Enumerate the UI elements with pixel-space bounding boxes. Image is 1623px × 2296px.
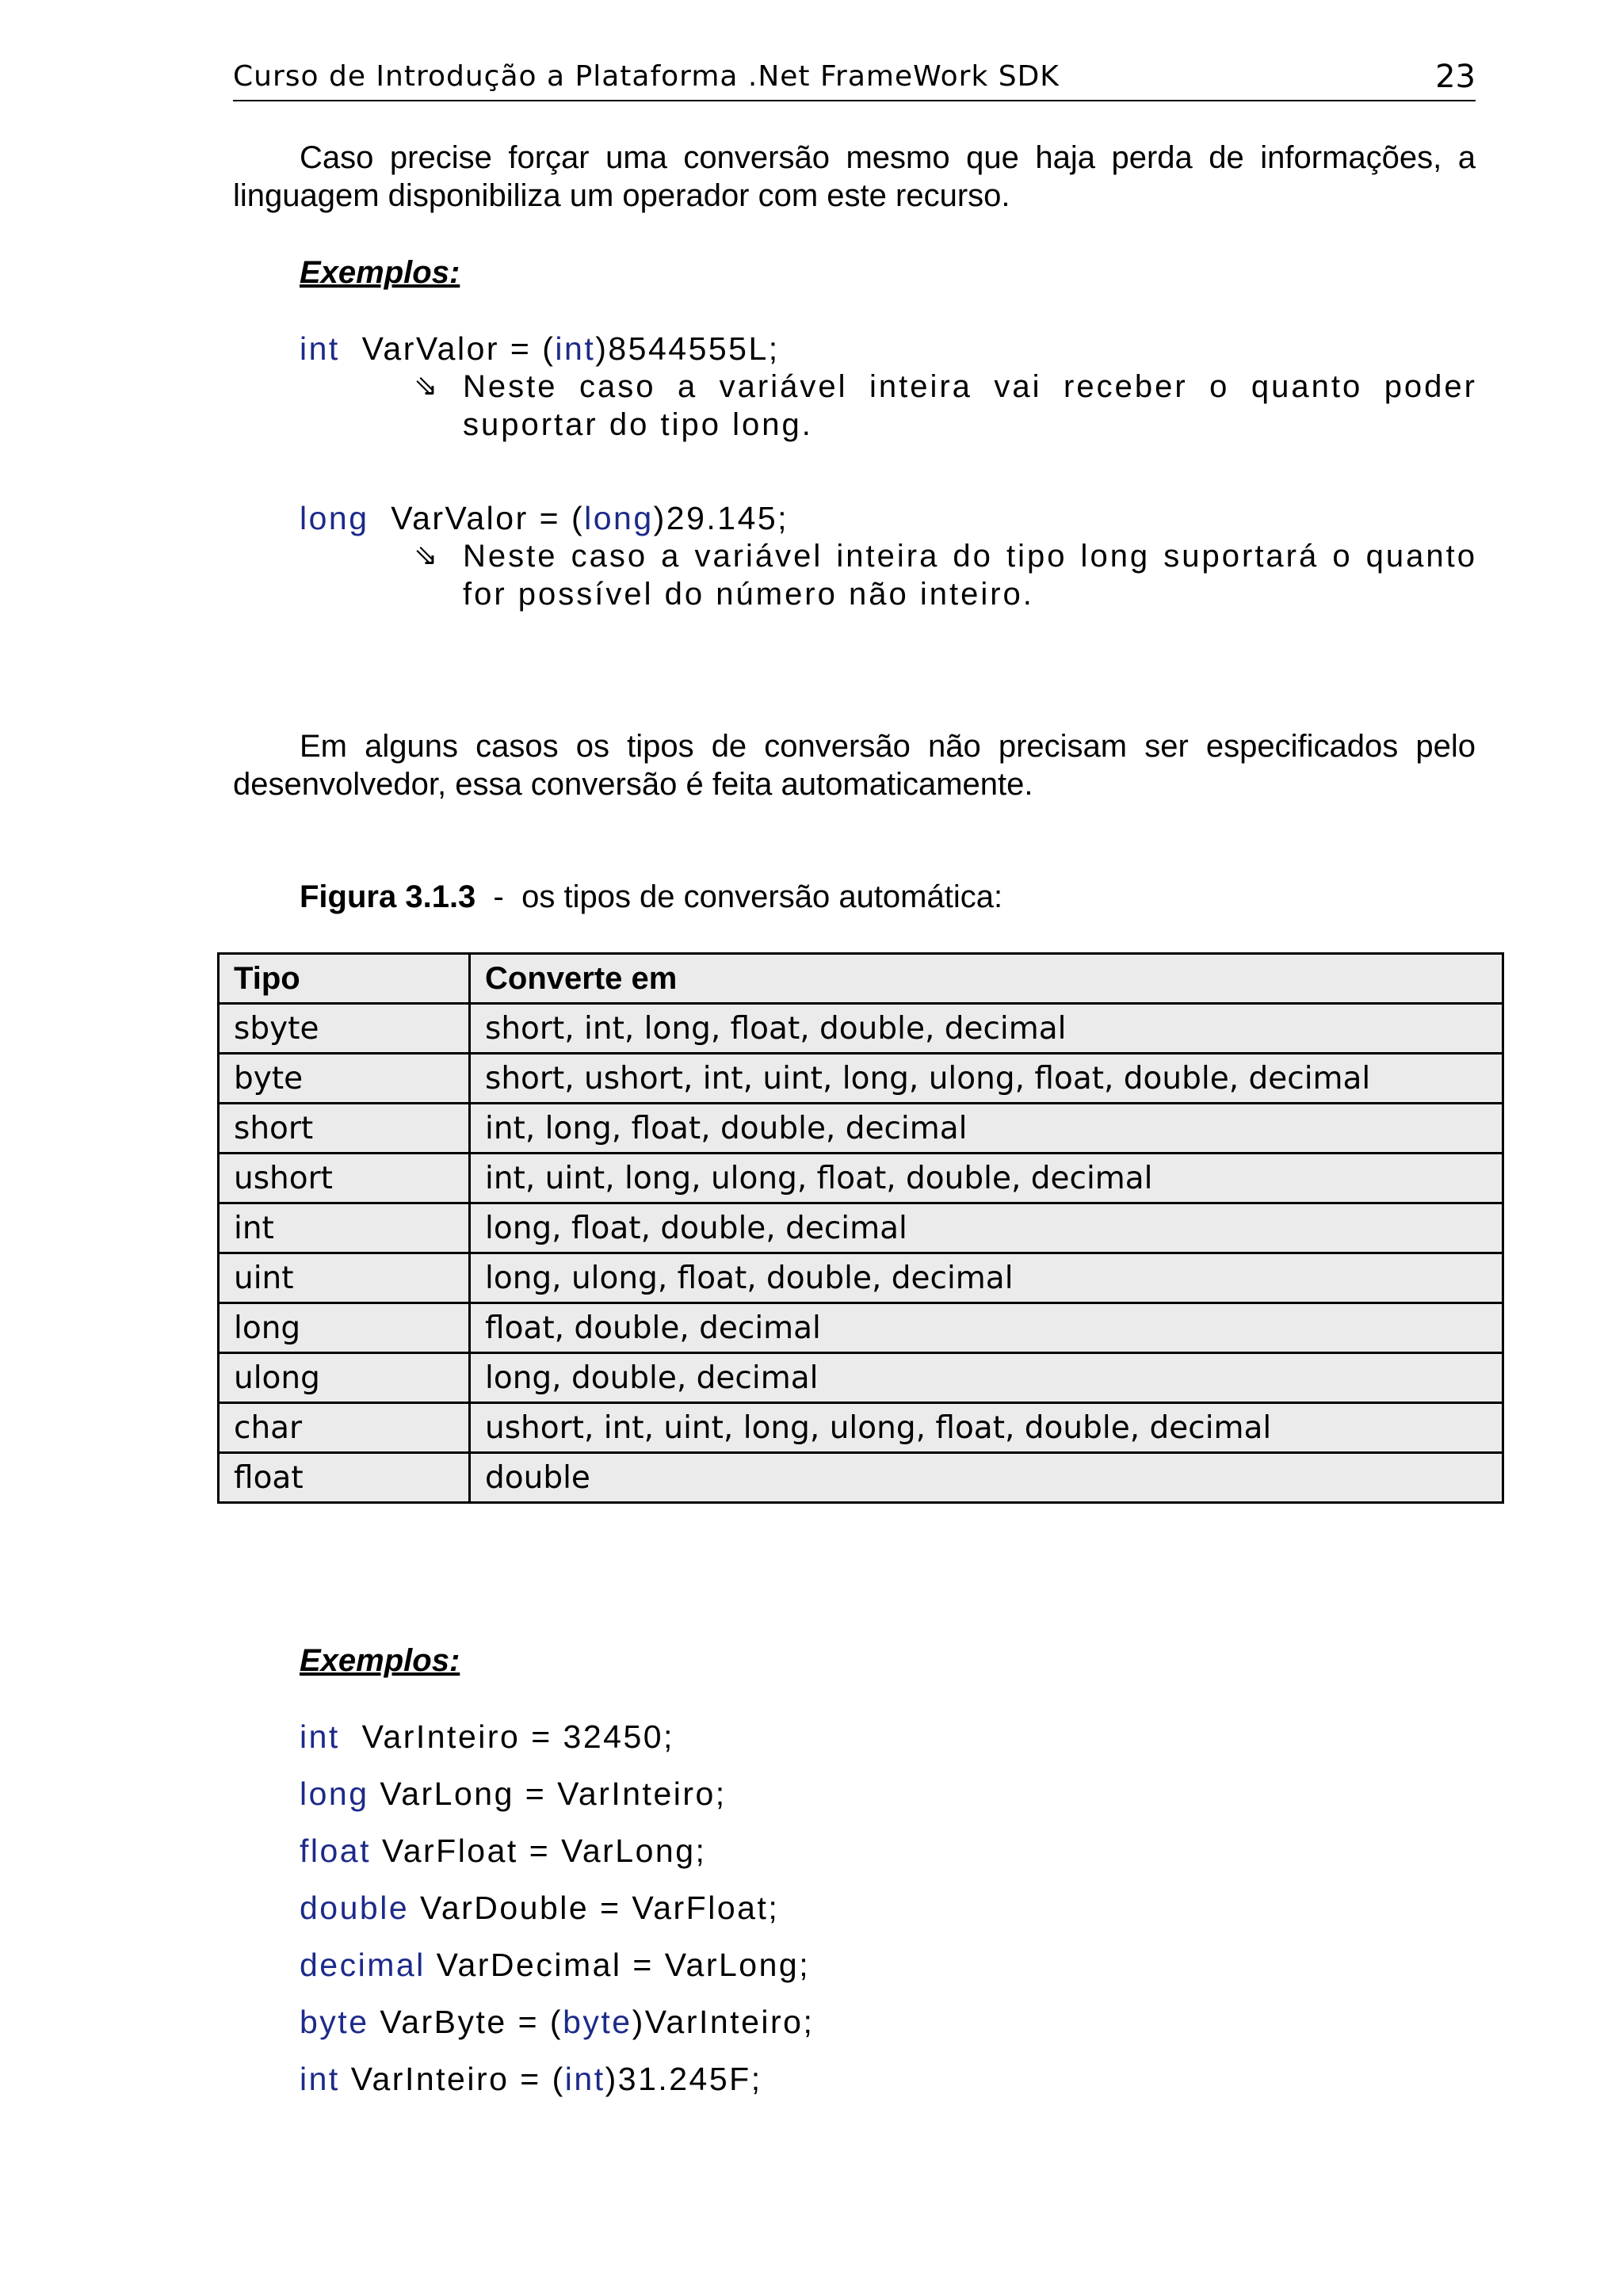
converts-to-cell: int, uint, long, ulong, float, double, decimal [470, 1154, 1503, 1203]
keyword: double [300, 1890, 410, 1926]
column-header-tipo: Tipo [219, 954, 470, 1004]
converts-to-cell: short, int, long, float, double, decimal [470, 1004, 1503, 1054]
converts-to-cell: int, long, float, double, decimal [470, 1104, 1503, 1154]
code-text: VarDouble = VarFloat; [409, 1890, 780, 1926]
arrow-icon: ⇘ [414, 370, 441, 402]
table-row [219, 1253, 1503, 1303]
code-line [300, 2003, 814, 2041]
type-cell: uint [219, 1253, 470, 1303]
column-header-converte-em: Converte em [470, 954, 1503, 1004]
note-text: Neste caso a variável inteira vai receber o quanto poder suportar do tipo long. [463, 369, 1477, 442]
code-line-long-cast [300, 499, 789, 537]
keyword: int [564, 2061, 605, 2097]
table-row [219, 1403, 1503, 1453]
converts-to-cell: double [470, 1453, 1503, 1503]
page-header [233, 59, 1476, 101]
arrow-icon: ⇘ [414, 540, 441, 572]
keyword: byte [563, 2004, 632, 2040]
code-text: VarDecimal = VarLong; [425, 1947, 811, 1983]
code-line [300, 1946, 810, 1984]
converts-to-cell: ushort, int, uint, long, ulong, float, double, decimal [470, 1403, 1503, 1453]
type-cell: sbyte [219, 1004, 470, 1054]
type-cell: short [219, 1104, 470, 1154]
type-cell: ulong [219, 1353, 470, 1403]
converts-to-cell: long, float, double, decimal [470, 1203, 1503, 1253]
code-line-int-cast [300, 330, 780, 368]
figure-text: os tipos de conversão automática: [521, 879, 1003, 914]
table-row [219, 1203, 1503, 1253]
figure-caption [300, 879, 1002, 915]
keyword: int [300, 330, 340, 367]
type-cell: char [219, 1403, 470, 1453]
table-row [219, 1104, 1503, 1154]
type-cell: ushort [219, 1154, 470, 1203]
table-row [219, 1303, 1503, 1353]
code-text: )31.245F; [605, 2061, 762, 2097]
code-line [300, 1775, 727, 1813]
keyword: float [300, 1833, 371, 1869]
code-text: )29.145; [653, 500, 789, 536]
figure-label: Figura 3.1.3 [300, 879, 476, 914]
note-text: Neste caso a variável inteira do tipo long suportará o quanto for possível do número não inteiro. [463, 539, 1477, 612]
converts-to-cell: long, ulong, float, double, decimal [470, 1253, 1503, 1303]
type-cell: long [219, 1303, 470, 1353]
code-text: VarFloat = VarLong; [371, 1833, 707, 1869]
keyword: int [555, 330, 596, 367]
converts-to-cell: short, ushort, int, uint, long, ulong, float, double, decimal [470, 1054, 1503, 1104]
type-cell: byte [219, 1054, 470, 1104]
examples-heading-2: Exemplos: [300, 1643, 460, 1678]
keyword: int [300, 2061, 340, 2097]
code-text: VarInteiro = 32450; [339, 1718, 674, 1755]
keyword: long [300, 500, 369, 536]
paragraph-forced-conversion: Caso precise forçar uma conversão mesmo que haja perda de informações, a linguagem disponibiliza um operador com este recurso. [233, 140, 1476, 213]
examples-heading-1: Exemplos: [300, 255, 460, 290]
conversion-table [217, 952, 1504, 1504]
paragraph-automatic-conversion: Em alguns casos os tipos de conversão não precisam ser especificados pelo desenvolvedor, essa conversão é feita automaticamente. [233, 729, 1476, 802]
code-line [300, 2060, 762, 2098]
table-row [219, 1453, 1503, 1503]
table-row [219, 1154, 1503, 1203]
code-line [300, 1718, 674, 1756]
code-text: VarLong = VarInteiro; [369, 1775, 727, 1812]
page-number: 23 [1435, 59, 1476, 95]
code-text: )VarInteiro; [632, 2004, 815, 2040]
code-text: )8544555L; [595, 330, 780, 367]
figure-separator: - [475, 879, 522, 914]
keyword: decimal [300, 1947, 426, 1983]
header-title: Curso de Introdução a Plataforma .Net FrameWork SDK [233, 60, 1060, 93]
table-header-row [219, 954, 1503, 1004]
converts-to-cell: float, double, decimal [470, 1303, 1503, 1353]
table-row [219, 1004, 1503, 1054]
code-line [300, 1832, 706, 1870]
code-text: VarByte = ( [369, 2004, 563, 2040]
table-row [219, 1054, 1503, 1104]
code-text: VarInteiro = ( [339, 2061, 565, 2097]
code-line [300, 1889, 779, 1927]
code-text: VarValor = ( [369, 500, 585, 536]
keyword: long [300, 1775, 369, 1812]
keyword: int [300, 1718, 340, 1755]
table-row [219, 1353, 1503, 1403]
keyword: long [584, 500, 654, 536]
converts-to-cell: long, double, decimal [470, 1353, 1503, 1403]
type-cell: float [219, 1453, 470, 1503]
keyword: byte [300, 2004, 369, 2040]
code-text: VarValor = ( [339, 330, 556, 367]
type-cell: int [219, 1203, 470, 1253]
